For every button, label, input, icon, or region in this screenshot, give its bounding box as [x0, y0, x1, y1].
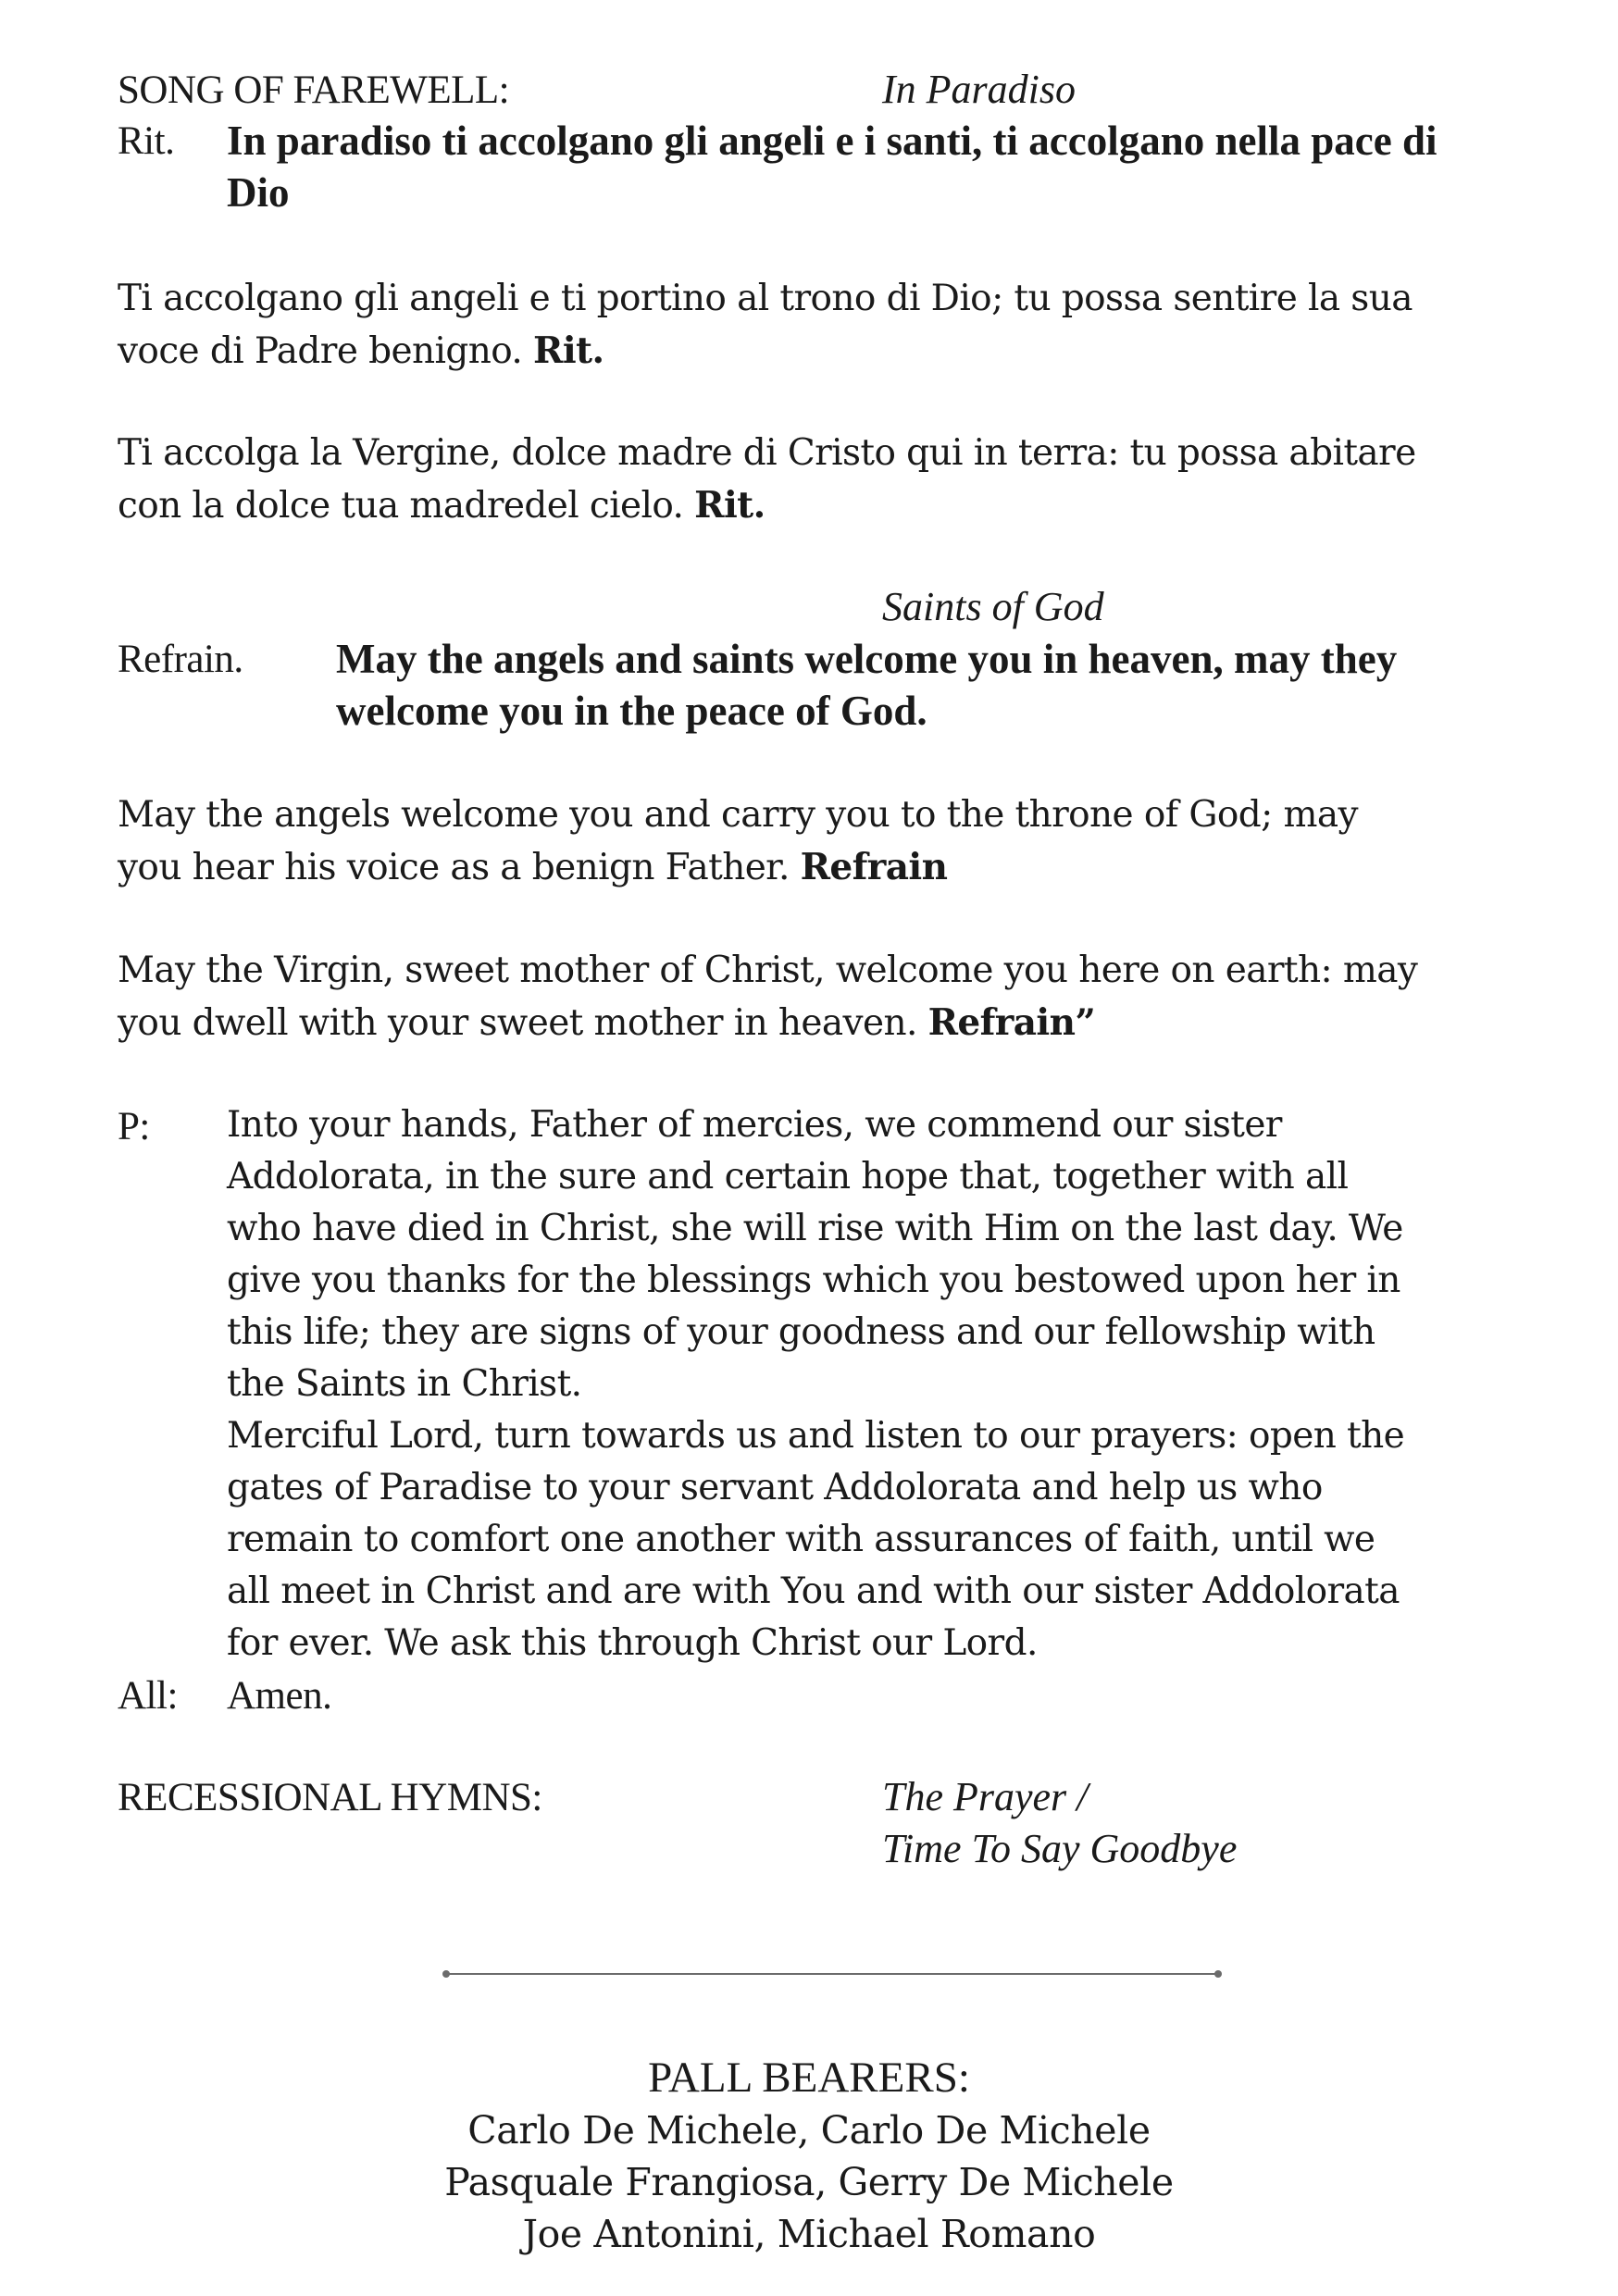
verse-rit: Rit. — [694, 484, 765, 527]
verse-refrain: Refrain” — [927, 1001, 1096, 1044]
pall-bearer-names: Pasquale Frangiosa, Gerry De Michele — [444, 2160, 1174, 2204]
verse-text: you dwell with your sweet mother in heaven. — [118, 1002, 917, 1044]
verse-line: May the angels welcome you and carry you to the throne of God; may — [118, 794, 1358, 836]
recessional-label: RECESSIONAL HYMNS: — [118, 1776, 542, 1819]
italian-verse-2 — [118, 428, 1416, 532]
priest-label: P: — [118, 1105, 150, 1148]
recessional-title-line: Time To Say Goodbye — [882, 1826, 1238, 1871]
english-verse-2 — [118, 945, 1417, 1049]
verse-rit: Rit. — [533, 329, 604, 372]
refrain-line: May the angels and saints welcome you in heaven, may they — [336, 636, 1398, 682]
prayer-text — [227, 1099, 1404, 1669]
prayer-line: Merciful Lord, turn towards us and listen to our prayers: open the — [227, 1415, 1405, 1457]
verse-line — [118, 997, 1417, 1049]
verse-line: Ti accolga la Vergine, dolce madre di Cristo qui in terra: tu possa abitare — [118, 432, 1416, 474]
verse-line: Ti accolgano gli angeli e ti portino al trono di Dio; tu possa sentire la sua — [118, 278, 1413, 319]
all-response: Amen. — [227, 1674, 332, 1718]
prayer-line: this life; they are signs of your goodness and our fellowship with — [227, 1311, 1375, 1353]
prayer-line: all meet in Christ and are with You and with our sister Addolorata — [227, 1570, 1400, 1612]
rit-text — [227, 115, 1438, 218]
prayer-line: the Saints in Christ. — [227, 1363, 582, 1405]
recessional-title-line: The Prayer / — [882, 1774, 1089, 1819]
all-label: All: — [118, 1674, 178, 1718]
song-title-saints-of-god: Saints of God — [882, 584, 1104, 629]
prayer-line: Into your hands, Father of mercies, we commend our sister — [227, 1104, 1282, 1146]
section-divider — [442, 1972, 1222, 1976]
verse-text: voce di Padre benigno. — [118, 330, 523, 372]
pall-bearers-title: PALL BEARERS: — [648, 2054, 970, 2102]
song-of-farewell-label: SONG OF FAREWELL: — [118, 68, 510, 112]
prayer-line: give you thanks for the blessings which you bestowed upon her in — [227, 1260, 1400, 1301]
verse-line — [118, 479, 1416, 532]
refrain-line: welcome you in the peace of God. — [336, 688, 927, 734]
prayer-line: remain to comfort one another with assurances of faith, until we — [227, 1519, 1375, 1560]
verse-text: you hear his voice as a benign Father. — [118, 847, 790, 888]
verse-line — [118, 841, 1358, 894]
refrain-label: Refrain. — [118, 638, 243, 681]
prayer-line: gates of Paradise to your servant Addolorata and help us who — [227, 1467, 1323, 1508]
rit-label: Rit. — [118, 119, 175, 163]
pall-bearer-names: Joe Antonini, Michael Romano — [522, 2212, 1096, 2256]
italian-verse-1 — [118, 273, 1413, 378]
divider-end-dot — [1214, 1970, 1222, 1978]
english-verse-1 — [118, 789, 1358, 894]
prayer-line: Addolorata, in the sure and certain hope that, together with all — [227, 1156, 1349, 1198]
verse-refrain: Refrain — [800, 846, 948, 888]
rit-line: In paradiso ti accolgano gli angeli e i santi, ti accolgano nella pace di — [227, 118, 1438, 164]
verse-line: May the Virgin, sweet mother of Christ, welcome you here on earth: may — [118, 949, 1418, 991]
prayer-line: who have died in Christ, she will rise with Him on the last day. We — [227, 1208, 1403, 1249]
divider-line — [448, 1973, 1216, 1975]
pall-bearer-names: Carlo De Michele, Carlo De Michele — [467, 2108, 1151, 2153]
verse-line — [118, 325, 1413, 378]
song-title-in-paradiso: In Paradiso — [882, 67, 1076, 112]
rit-line: Dio — [227, 169, 290, 216]
verse-text: con la dolce tua madredel cielo. — [118, 485, 684, 527]
refrain-text — [336, 633, 1397, 737]
prayer-line: for ever. We ask this through Christ our Lord. — [227, 1622, 1038, 1664]
divider-end-dot — [442, 1970, 450, 1978]
